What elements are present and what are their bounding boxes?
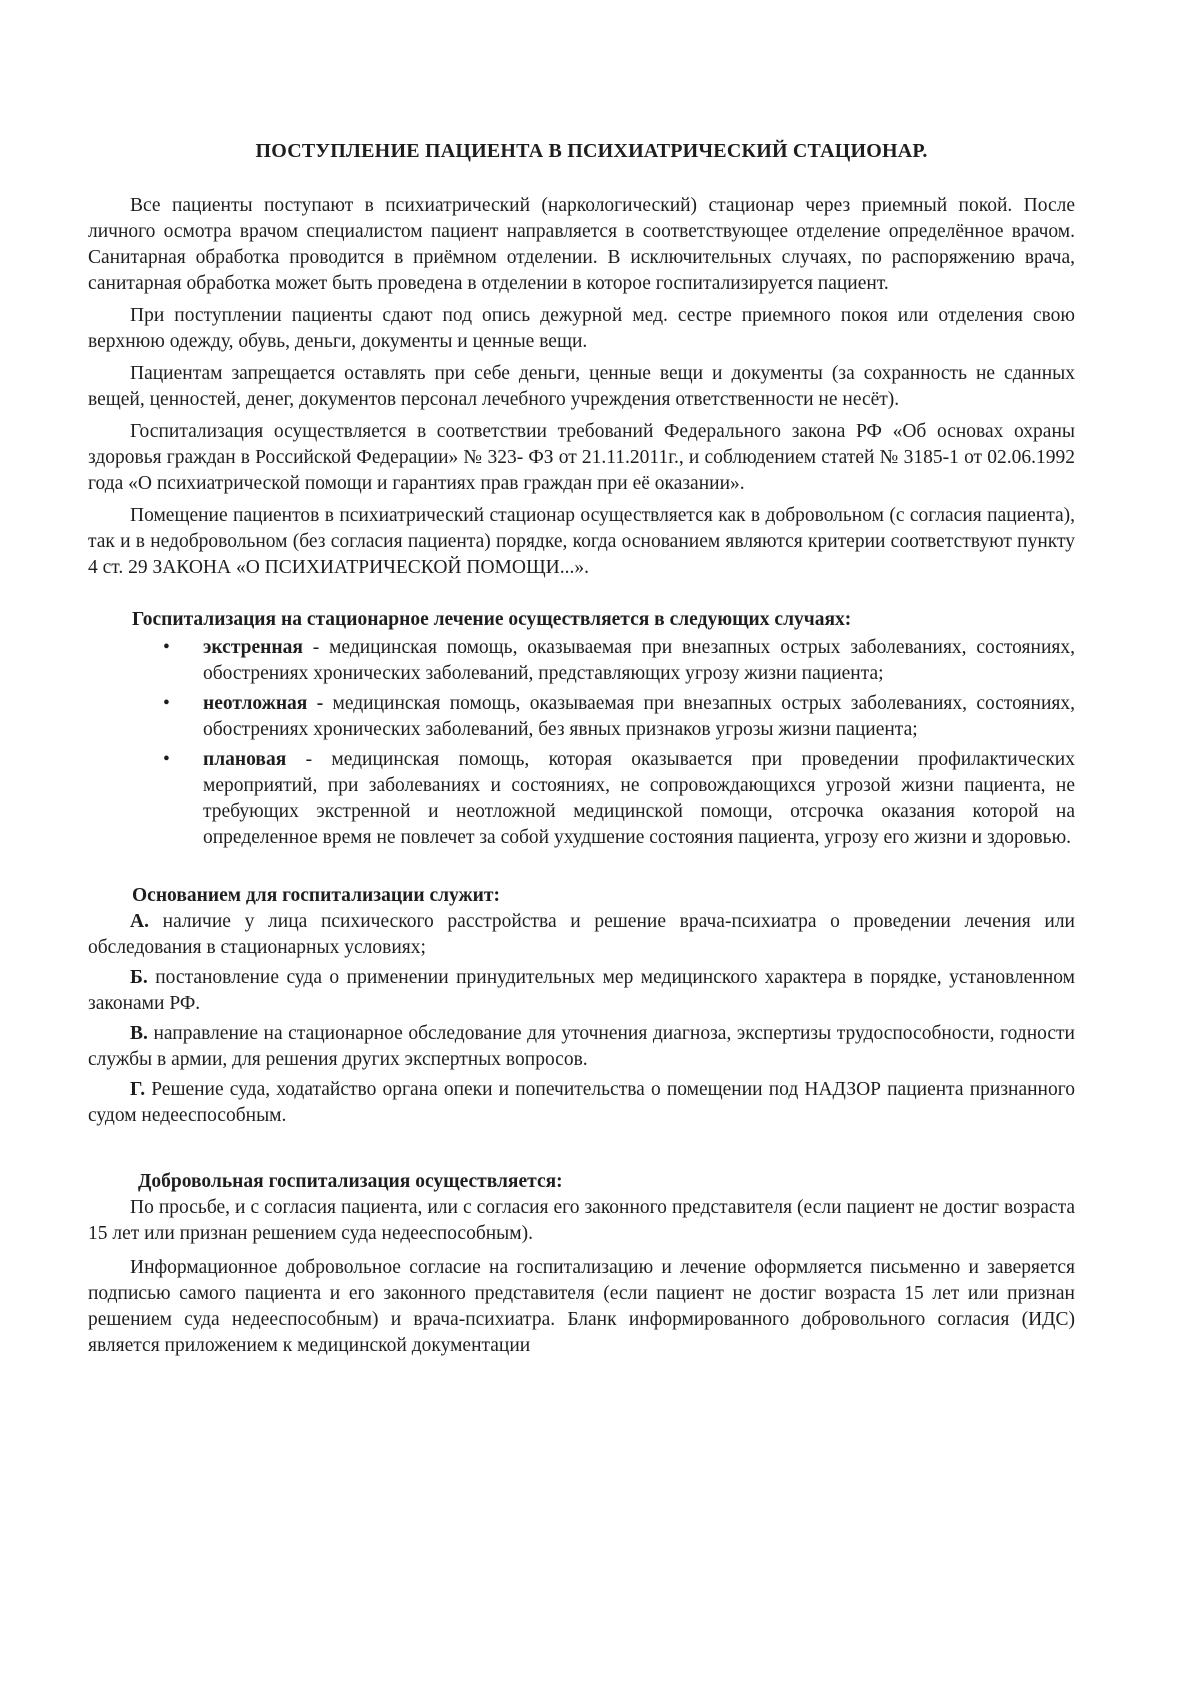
case-text: - медицинская помощь, которая оказывается при проведении профилактических мероприятий, при заболеваниях и состояниях, не сопровождающихся угрозой жизни пациента, не требующих экстренной и неотложной медицинской помощи, отсрочка оказания которой на определенное время не повлечет за собой ухудшение состояния пациента, угрозу его жизни и здоровью. bbox=[203, 749, 1075, 848]
list-item bbox=[163, 747, 1075, 851]
basis-item bbox=[88, 965, 1075, 1017]
basis-text: направление на стационарное обследование для уточнения диагноза, экспертизы трудоспособности, годности службы в армии, для решения других экспертных вопросов. bbox=[88, 1023, 1075, 1070]
case-text: медицинская помощь, оказываемая при внезапных острых заболеваниях, состояниях, обострениях хронических заболеваний, без явных признаков угрозы жизни пациента; bbox=[203, 693, 1075, 740]
voluntary-paragraph: По просьбе, и с согласия пациента, или с согласия его законного представителя (если пациент не достиг возраста 15 лет или признан решением суда недееспособным). bbox=[88, 1197, 1075, 1244]
voluntary-section bbox=[88, 1169, 1075, 1359]
intro-paragraph: Все пациенты поступают в психиатрический (наркологический) стационар через приемный покой. После личного осмотра врачом специалистом пациент направляется в соответствующее отделение определённое врачом. Санитарная обработка проводится в приёмном отделении. В исключительных случаях, по распоряжению врача, санитарная обработка может быть проведена в отделении в которое госпитализируется пациент. bbox=[88, 195, 1075, 294]
basis-text: постановление суда о применении принудительных мер медицинского характера в порядке, установленном законами РФ. bbox=[88, 967, 1075, 1014]
case-term: неотложная - bbox=[203, 693, 324, 714]
bullet-icon: • bbox=[163, 637, 170, 658]
intro-paragraph: Пациентам запрещается оставлять при себе деньги, ценные вещи и документы (за сохранность не сданных вещей, ценностей, денег, документов персонал лечебного учреждения ответственности не несёт). bbox=[88, 363, 1075, 410]
voluntary-paragraph: Информационное добровольное согласие на госпитализацию и лечение оформляется письменно и заверяется подписью самого пациента и его законного представителя (если пациент не достиг возраста 15 лет или признан решением суда недееспособным) и врача-психиатра. Бланк информированного добровольного согласия (ИДС) является приложением к медицинской документации bbox=[88, 1257, 1075, 1356]
basis-text: наличие у лица психического расстройства и решение врача-психиатра о проведении лечения или обследования в стационарных условиях; bbox=[88, 911, 1075, 958]
case-term: плановая bbox=[203, 749, 287, 770]
basis-section bbox=[88, 883, 1075, 1129]
case-term: экстренная bbox=[203, 637, 303, 658]
document-title: ПОСТУПЛЕНИЕ ПАЦИЕНТА В ПСИХИАТРИЧЕСКИЙ СТАЦИОНАР. bbox=[255, 140, 928, 162]
bullet-icon: • bbox=[163, 693, 170, 714]
list-item bbox=[163, 635, 1075, 687]
hospitalization-cases-section bbox=[88, 607, 1075, 851]
cases-list bbox=[88, 635, 1075, 851]
bullet-icon: • bbox=[163, 749, 170, 770]
basis-letter: А. bbox=[130, 911, 149, 932]
intro-paragraph: Госпитализация осуществляется в соответствии требований Федерального закона РФ «Об основах охраны здоровья граждан в Российской Федерации» № 323- ФЗ от 21.11.2011г., и соблюдением статей № 3185-1 от 02.06.1992 года «О психиатрической помощи и гарантиях прав граждан при её оказании». bbox=[88, 421, 1075, 494]
basis-item bbox=[88, 1021, 1075, 1073]
basis-text: Решение суда, ходатайство органа опеки и попечительства о помещении под НАДЗОР пациента признанного судом недееспособным. bbox=[88, 1079, 1075, 1126]
basis-letter: Г. bbox=[130, 1079, 146, 1100]
list-item bbox=[163, 691, 1075, 743]
basis-letter: Б. bbox=[130, 967, 148, 988]
basis-item bbox=[88, 1077, 1075, 1129]
intro-paragraph: Помещение пациентов в психиатрический стационар осуществляется как в добровольном (с согласия пациента), так и в недобровольном (без согласия пациента) порядке, когда основанием являются критерии соответствуют пункту 4 ст. 29 ЗАКОНА «О ПСИХИАТРИЧЕСКОЙ ПОМОЩИ...». bbox=[88, 505, 1075, 578]
intro-section bbox=[88, 193, 1075, 581]
intro-paragraph: При поступлении пациенты сдают под опись дежурной мед. сестре приемного покоя или отделения свою верхнюю одежду, обувь, деньги, документы и ценные вещи. bbox=[88, 305, 1075, 352]
case-text: - медицинская помощь, оказываемая при внезапных острых заболеваниях, состояниях, обострениях хронических заболеваний, представляющих угрозу жизни пациента; bbox=[203, 637, 1075, 684]
section-heading: Добровольная госпитализация осуществляется: bbox=[138, 1171, 563, 1192]
section-heading: Госпитализация на стационарное лечение осуществляется в следующих случаях: bbox=[132, 609, 852, 630]
basis-item bbox=[88, 909, 1075, 961]
section-heading: Основанием для госпитализации служит: bbox=[132, 885, 500, 906]
basis-letter: В. bbox=[130, 1023, 148, 1044]
